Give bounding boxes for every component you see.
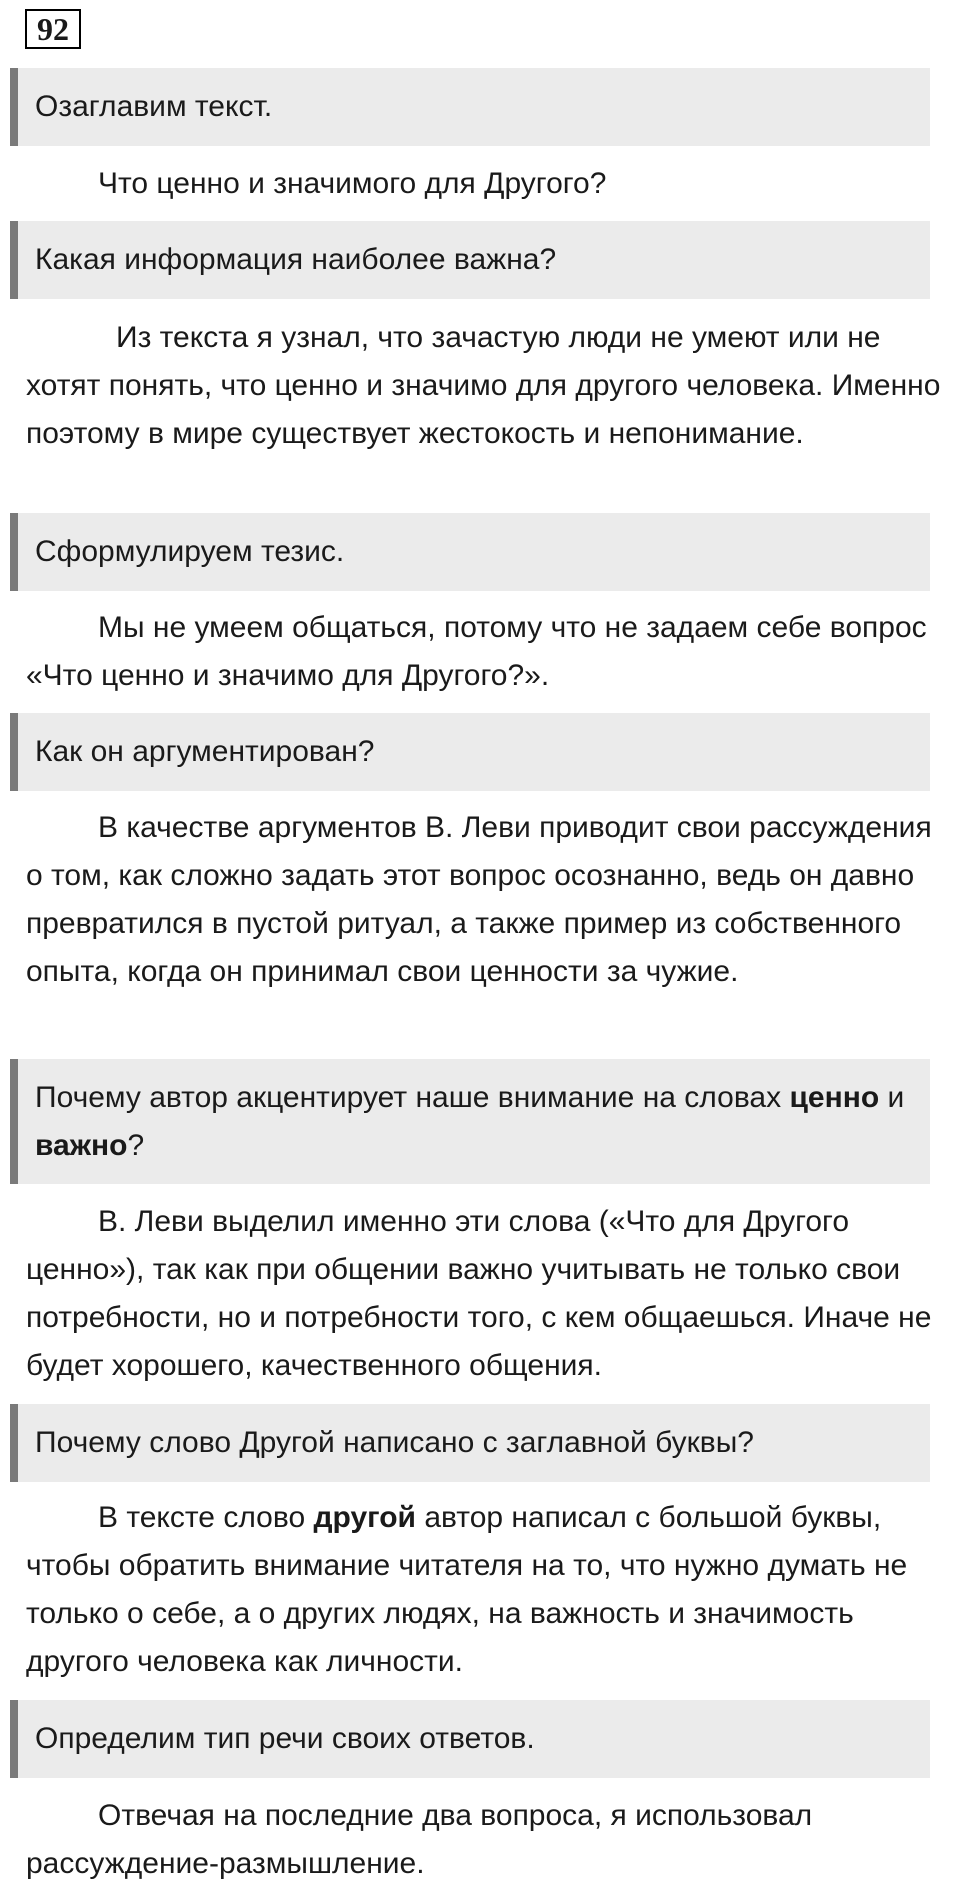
question-text-part: и: [879, 1080, 905, 1114]
bold-word: важно: [35, 1128, 128, 1162]
answer-argumentation: [26, 804, 946, 996]
answer-text: Отвечая на последние два вопроса, я использовал рассуждение-размышление.: [26, 1799, 813, 1880]
question-text: Какая информация наиболее важна?: [35, 243, 557, 276]
question-speech-type: [10, 1700, 930, 1778]
answer-title: [26, 160, 946, 208]
question-emphasis: [10, 1059, 930, 1184]
bold-word: другой: [313, 1501, 416, 1534]
question-text: Сформулируем тезис.: [35, 535, 345, 568]
question-title: [10, 68, 930, 146]
question-text-part: Почему автор акцентирует наше внимание на словах: [35, 1080, 790, 1114]
answer-text: Мы не умеем общаться, потому что не задаем себе вопрос «Что ценно и значимо для Другого?».: [26, 611, 927, 692]
question-argumentation: [10, 713, 930, 791]
question-capital-letter: [10, 1404, 930, 1482]
answer-important-info: [26, 314, 946, 458]
bold-word: ценно: [789, 1080, 880, 1114]
question-text: Почему слово Другой написано с заглавной буквы?: [35, 1426, 754, 1459]
answer-emphasis: [26, 1198, 946, 1390]
answer-text: Из текста я узнал, что зачастую люди не умеют или не хотят понять, что ценно и значимо для другого человека. Именно поэтому в мире существует жестокость и непонимание.: [26, 321, 941, 450]
question-thesis: [10, 513, 930, 591]
answer-speech-type: [26, 1792, 946, 1888]
answer-text: В. Леви выделил именно эти слова («Что для Другого ценно»), так как при общении важно учитывать не только свои потребности, но и потребности того, с кем общаешься. Иначе не будет хорошего, качественного общения.: [26, 1205, 932, 1382]
answer-text: Что ценно и значимого для Другого?: [98, 167, 607, 200]
exercise-number: 92: [25, 9, 81, 49]
question-text: Определим тип речи своих ответов.: [35, 1722, 535, 1755]
answer-text: В качестве аргументов В. Леви приводит свои рассуждения о том, как сложно задать этот вопрос осознанно, ведь он давно превратился в пустой ритуал, а также пример из собственного опыта, когда он принимал свои ценности за чужие.: [26, 811, 932, 988]
answer-capital-letter: [26, 1494, 946, 1686]
answer-thesis: [26, 604, 946, 700]
answer-text-part: автор написал с большой буквы, чтобы обратить внимание читателя на то, что нужно думать не только о себе, а о других людях, на важность и значимость другого человека как личности.: [26, 1501, 908, 1678]
question-text-part: ?: [127, 1128, 145, 1162]
question-text: [35, 1074, 930, 1170]
question-important-info: [10, 221, 930, 299]
question-text: Озаглавим текст.: [35, 90, 273, 123]
answer-text-part: В тексте слово: [98, 1501, 314, 1534]
question-text: Как он аргументирован?: [35, 735, 375, 768]
answer-text: [26, 1494, 946, 1686]
